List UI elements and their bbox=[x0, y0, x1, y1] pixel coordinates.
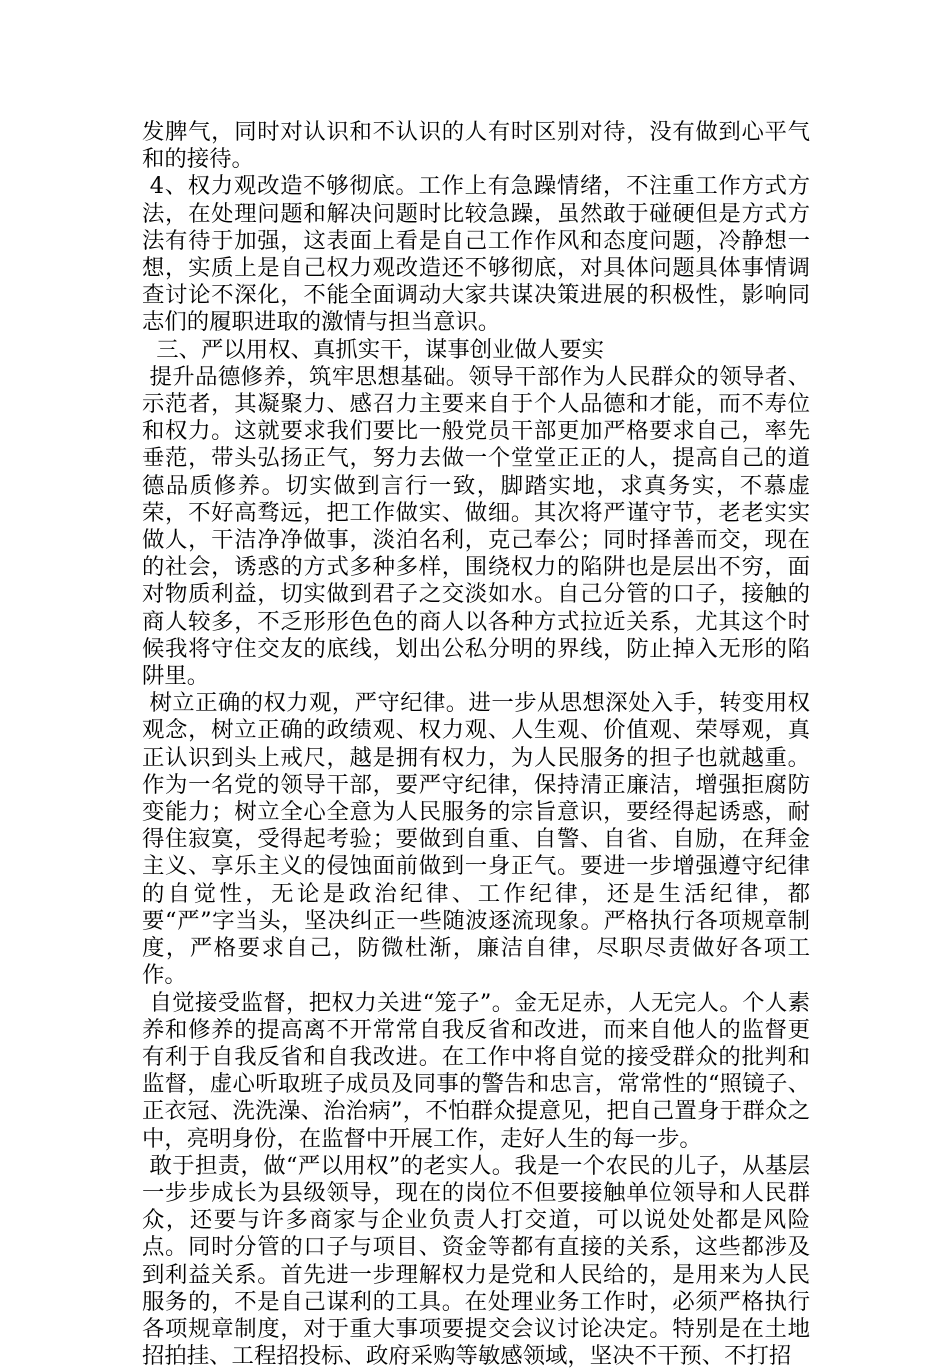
paragraph-accept-supervision: 自觉接受监督，把权力关进“笼子”。金无足赤，人无完人。个人素养和修养的提高离不开常常自我反省和改进，而来自他人的监督更有利于自我反省和自我改进。在工作中将自觉的接受群众的批判和监督，虚心听取班子成员及同事的警告和忠言，常常性的“照镜子、正衣冠、洗洗澡、治治病”，不怕群众提意见，把自己置身于群众之中，亮明身份，在监督中开展工作，走好人生的每一步。 bbox=[142, 989, 810, 1152]
body-text bbox=[142, 119, 810, 1370]
paragraph-moral-cultivation: 提升品德修养，筑牢思想基础。领导干部作为人民群众的领导者、示范者，其凝聚力、感召力主要来自于个人品德和才能，而不寿位和权力。这就要求我们要比一般党员干部更加严格要求自己，率先垂范，带头弘扬正气，努力去做一个堂堂正正的人，提高自己的道德品质修养。切实做到言行一致，脚踏实地，求真务实，不慕虚荣，不好高骛远，把工作做实、做细。其次将严谨守节，老老实实做人，干洁净净做事，淡泊名利，克己奉公；同时择善而交，现在的社会，诱惑的方式多种多样，围绕权力的陷阱也是层出不穷，面对物质利益，切实做到君子之交淡如水。自己分管的口子，接触的商人较多，不乏形形色色的商人以各种方式拉近关系，尤其这个时候我将守住交友的底线，划出公私分明的界线，防止掉入无形的陷阱里。 bbox=[142, 363, 810, 690]
paragraph-take-responsibility: 敢于担责，做“严以用权”的老实人。我是一个农民的儿子，从基层一步步成长为县级领导，现在的岗位不但要接触单位领导和人民群众，还要与许多商家与企业负责人打交道，可以说处处都是风险点。同时分管的口子与项目、资金等都有直接的关系，这些都涉及到利益关系。首先进一步理解权力是党和人民给的，是用来为人民服务的，不是自己谋利的工具。在处理业务工作时，必须严格执行各项规章制度，对于重大事项要提交会议讨论决定。特别是在土地招拍挂、工程招投标、政府采购等敏感领域，坚决不干预、不打招 bbox=[142, 1152, 810, 1370]
paragraph-continuation: 发脾气，同时对认识和不认识的人有时区别对待，没有做到心平气和的接待。 bbox=[142, 119, 810, 173]
section-heading-three: 三、严以用权、真抓实干，谋事创业做人要实 bbox=[142, 336, 605, 363]
paragraph-power-view-reform: 4、权力观改造不够彻底。工作上有急躁情绪，不注重工作方式方法，在处理问题和解决问题时比较急躁，虽然敢于碰硬但是方式方法有待于加强，这表面上看是自己工作作风和态度问题，冷静想一想，实质上是自己权力观改造还不够彻底，对具体问题具体事情调查讨论不深化，不能全面调动大家共谋决策进展的积极性，影响同志们的履职进取的激情与担当意识。 bbox=[142, 173, 810, 336]
paragraph-correct-power-view: 树立正确的权力观，严守纪律。进一步从思想深处入手，转变用权观念，树立正确的政绩观、权力观、人生观、价值观、荣辱观，真正认识到头上戒尺，越是拥有权力，为人民服务的担子也就越重。作为一名党的领导干部，要严守纪律，保持清正廉洁，增强拒腐防变能力；树立全心全意为人民服务的宗旨意识，要经得起诱惑，耐得住寂寞，受得起考验；要做到自重、自警、自省、自励，在拜金主义、享乐主义的侵蚀面前做到一身正气。要进一步增强遵守纪律的自觉性，无论是政治纪律、工作纪律，还是生活纪律，都要“严”字当头，坚决纠正一些随波逐流现象。严格执行各项规章制度，严格要求自己，防微杜渐，廉洁自律，尽职尽责做好各项工作。 bbox=[142, 690, 810, 989]
